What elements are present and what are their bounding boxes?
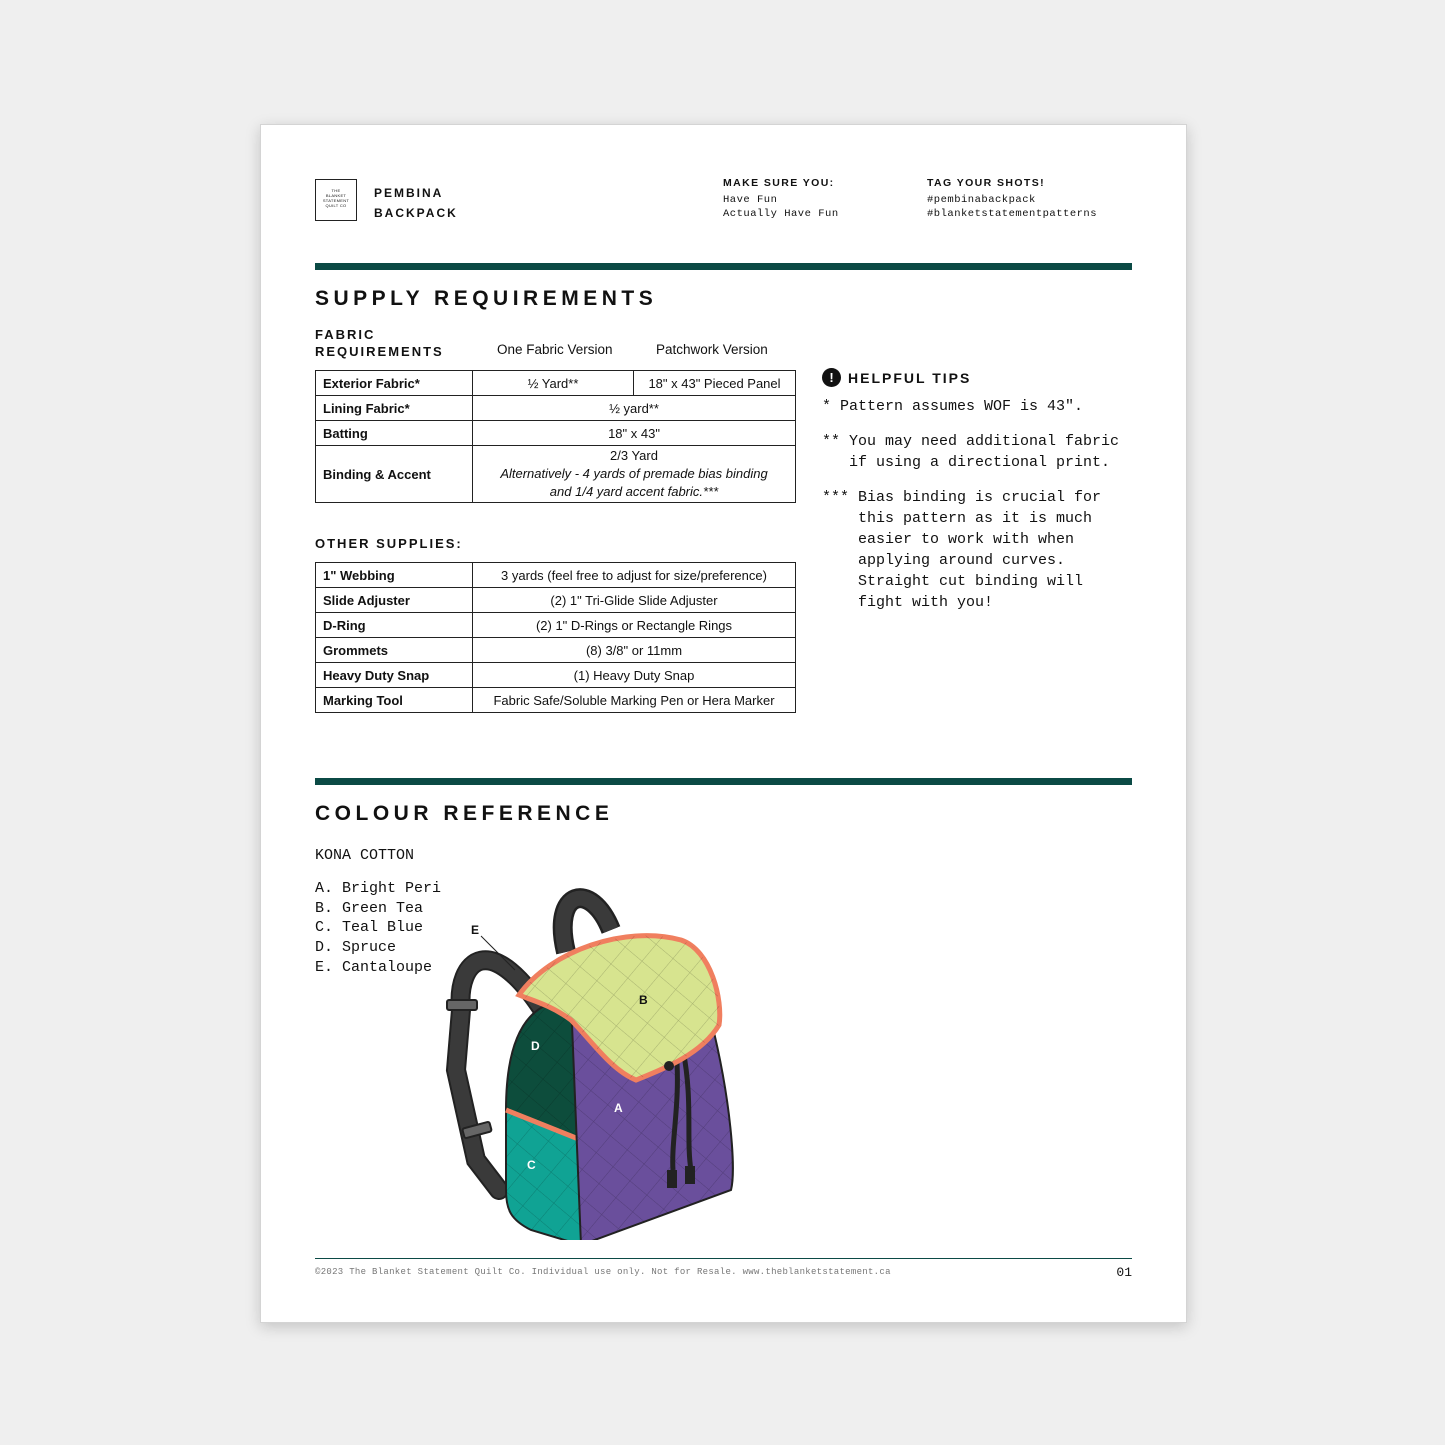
row-label: 1" Webbing <box>316 563 473 588</box>
footer-rule <box>315 1258 1132 1259</box>
section-divider <box>315 778 1132 785</box>
fabric-heading-line: FABRIC <box>315 327 376 342</box>
tip-3: *** Bias binding is crucial for this pattern as it is much easier to work with when applying around curves. Straight cut binding will fight with you! <box>822 489 1102 611</box>
make-sure-item: Actually Have Fun <box>723 207 839 220</box>
tip-1: * Pattern assumes WOF is 43". <box>822 398 1084 415</box>
other-supplies-heading: OTHER SUPPLIES: <box>315 536 463 551</box>
cell-value: (1) Heavy Duty Snap <box>473 663 796 688</box>
colour-list <box>315 879 441 978</box>
table-row <box>316 663 796 688</box>
colour-item: A. Bright Peri <box>315 880 442 897</box>
colour-item: B. Green Tea <box>315 899 424 917</box>
section-divider <box>315 263 1132 270</box>
snap-button <box>664 1061 674 1071</box>
logo-line: THE <box>331 188 341 193</box>
tag-list <box>927 194 1097 221</box>
logo-line: STATEMENT <box>322 198 350 203</box>
binding-note: and 1/4 yard accent fabric.*** <box>549 484 719 499</box>
colour-item: E. Cantaloupe <box>315 958 433 976</box>
colour-item: D. Spruce <box>315 939 397 957</box>
colour-heading: COLOUR REFERENCE <box>315 802 614 825</box>
cord-stopper <box>667 1170 677 1188</box>
label-a: A <box>614 1101 623 1115</box>
label-b: B <box>639 993 648 1007</box>
pattern-title-line: PEMBINA <box>374 186 444 200</box>
table-row <box>316 421 796 446</box>
hashtag: #blanketstatementpatterns <box>927 207 1098 220</box>
table-row <box>316 396 796 421</box>
page-number: 01 <box>1116 1265 1132 1280</box>
fabric-heading-line: REQUIREMENTS <box>315 344 444 359</box>
row-label: Marking Tool <box>316 688 473 713</box>
row-label: Binding & Accent <box>316 446 473 503</box>
colour-item: C. Teal Blue <box>315 919 424 937</box>
logo-line: BLANKET <box>325 193 347 198</box>
cell-value: ½ yard** <box>473 396 796 421</box>
binding-note: Alternatively - 4 yards of premade bias binding <box>500 466 768 481</box>
logo-line: QUILT CO <box>325 203 347 208</box>
column-header-patchwork: Patchwork Version <box>656 342 768 357</box>
row-label: Slide Adjuster <box>316 588 473 613</box>
table-row <box>316 613 796 638</box>
cell-value: 18" x 43" <box>473 421 796 446</box>
pattern-page <box>260 124 1187 1323</box>
hashtag: #pembinabackpack <box>927 194 1036 206</box>
slide-adjuster <box>447 1000 477 1010</box>
cell-value: (2) 1" D-Rings or Rectangle Rings <box>473 613 796 638</box>
row-label: Exterior Fabric* <box>316 371 473 396</box>
cell-value: 3 yards (feel free to adjust for size/preference) <box>473 563 796 588</box>
table-row <box>316 688 796 713</box>
row-label: Heavy Duty Snap <box>316 663 473 688</box>
table-row <box>316 588 796 613</box>
helpful-tips-heading: HELPFUL TIPS <box>848 370 972 386</box>
tip-2: ** You may need additional fabric if using a directional print. <box>822 433 1120 471</box>
cell-value: (2) 1" Tri-Glide Slide Adjuster <box>473 588 796 613</box>
fabric-requirements-heading <box>315 326 444 360</box>
pattern-title-line: BACKPACK <box>374 206 458 220</box>
column-header-one-fabric: One Fabric Version <box>497 342 613 357</box>
other-supplies-table <box>315 562 796 713</box>
fabric-requirements-table <box>315 370 796 503</box>
label-d: D <box>531 1039 540 1053</box>
brand-logo <box>315 179 357 221</box>
cell-value: (8) 3/8" or 11mm <box>473 638 796 663</box>
cell-value: Fabric Safe/Soluble Marking Pen or Hera Marker <box>473 688 796 713</box>
row-label: Grommets <box>316 638 473 663</box>
make-sure-heading: MAKE SURE YOU: <box>723 177 835 189</box>
table-row <box>316 446 796 503</box>
binding-amount: 2/3 Yard <box>610 448 658 463</box>
row-label: D-Ring <box>316 613 473 638</box>
table-row <box>316 638 796 663</box>
row-label: Lining Fabric* <box>316 396 473 421</box>
label-c: C <box>527 1158 536 1172</box>
pattern-title <box>374 183 458 223</box>
supply-heading: SUPPLY REQUIREMENTS <box>315 287 658 310</box>
label-e: E <box>471 923 480 937</box>
tag-heading: TAG YOUR SHOTS! <box>927 177 1046 189</box>
cell-value: ½ Yard** <box>473 371 634 396</box>
cell-value: 18" x 43" Pieced Panel <box>634 371 796 396</box>
copyright-text: ©2023 The Blanket Statement Quilt Co. Individual use only. Not for Resale. www.theblanketstatement.ca <box>315 1267 891 1277</box>
make-sure-item: Have Fun <box>723 194 778 206</box>
fabric-brand: KONA COTTON <box>315 847 415 864</box>
backpack-illustration <box>431 870 751 1240</box>
cord-stopper <box>685 1166 695 1184</box>
table-row <box>316 371 796 396</box>
make-sure-list <box>723 194 839 221</box>
cell-value <box>473 446 796 503</box>
exclamation-circle-icon: ! <box>822 368 841 387</box>
table-row <box>316 563 796 588</box>
row-label: Batting <box>316 421 473 446</box>
